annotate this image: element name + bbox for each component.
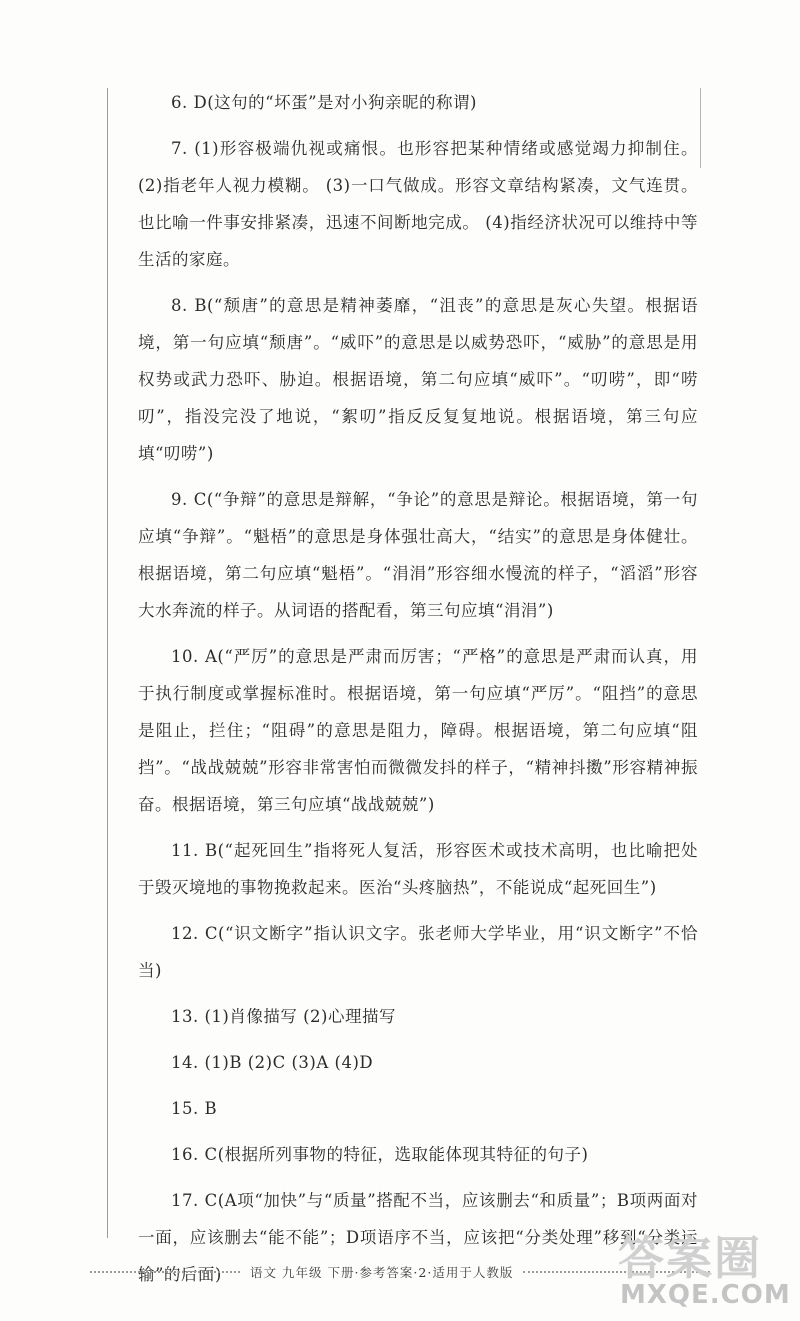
- answer-item-12: 12. C(“识文断字”指认识文字。张老师大学毕业，用“识文断字”不恰当): [138, 924, 698, 980]
- answer-item-10: 10. A(“严厉”的意思是严肃而厉害；“严格”的意思是严肃而认真，用于执行制度或掌握标准时。根据语境，第一句应填“严厉”。“阻挡”的意思是阻止，拦住；“阻碍”的意思是阻力，障碍。根据语境，第二句应填“阻挡”。“战战兢兢”形容非常害怕而微微发抖的样子，“精神抖擞”形容精神振奋。根据语境，第三句应填“战战兢兢”): [138, 647, 698, 814]
- answer-item-15: 15. B: [171, 1099, 218, 1118]
- right-margin-rule: [700, 88, 701, 168]
- left-margin-rule: [107, 88, 108, 1238]
- answer-item-13: 13. (1)肖像描写 (2)心理描写: [171, 1007, 396, 1026]
- watermark-logo: [612, 1222, 794, 1318]
- answer-item-14: 14. (1)B (2)C (3)A (4)D: [171, 1053, 374, 1072]
- answer-item-7: 7. (1)形容极端仇视或痛恨。也形容把某种情绪或感觉竭力抑制住。(2)指老年人视力模糊。 (3)一口气做成。形容文章结构紧凑，文气连贯。也比喻一件事安排紧凑，迅速不间断地完成。 (4)指经济状况可以维持中等生活的家庭。: [138, 139, 698, 269]
- answer-item-8: 8. B(“颓唐”的意思是精神萎靡，“沮丧”的意思是灰心失望。根据语境，第一句应填“颓唐”。“威吓”的意思是以威势恐吓，“威胁”的意思是用权势或武力恐吓、胁迫。根据语境，第二句应填“威吓”。“叨唠”，即“唠叨”，指没完没了地说，“絮叨”指反反复复地说。根据语境，第三句应填“叨唠”): [138, 296, 698, 463]
- answer-item-17: 17. C(A项“加快”与“质量”搭配不当，应该删去“和质量”；B项两面对一面，应该删去“能不能”；D项语序不当，应该把“分类处理”移到“分类运输”的后面): [138, 1191, 698, 1284]
- answer-item-16: 16. C(根据所列事物的特征，选取能体现其特征的句子): [171, 1145, 589, 1164]
- footer-dotted-rule-left: [90, 1271, 240, 1273]
- answer-item-9: 9. C(“争辩”的意思是辩解，“争论”的意思是辩论。根据语境，第一句应填“争辩”。“魁梧”的意思是身体强壮高大，“结实”的意思是身体健壮。根据语境，第二句应填“魁梧”。“涓涓”形容细水慢流的样子，“滔滔”形容大水奔流的样子。从词语的搭配看，第三句应填“涓涓”): [138, 490, 698, 620]
- watermark-url: MXQE.COM: [620, 1280, 791, 1310]
- footer-text: 语文 九年级 下册·参考答案·2·适用于人教版: [250, 1265, 514, 1280]
- answer-item-6: 6. D(这句的“坏蛋”是对小狗亲昵的称谓): [171, 93, 477, 112]
- answer-content: [138, 84, 698, 1302]
- watermark-title: 答案圈: [618, 1231, 762, 1285]
- answer-item-11: 11. B(“起死回生”指将死人复活，形容医术或技术高明，也比喻把处于毁灭境地的事物挽救起来。医治“头疼脑热”，不能说成“起死回生”): [138, 841, 698, 897]
